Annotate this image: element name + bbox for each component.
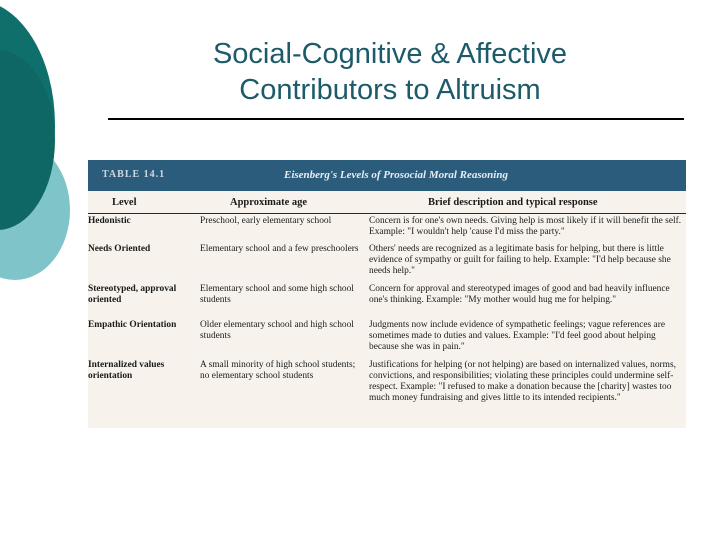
row-level: Stereotyped, approval oriented xyxy=(88,284,177,305)
table-title-bar xyxy=(88,160,686,191)
table-row xyxy=(88,320,686,360)
table-image xyxy=(88,160,686,428)
table-row xyxy=(88,216,686,244)
table-header xyxy=(88,191,686,214)
slide-title xyxy=(140,36,640,108)
slide-title-line-2: Contributors to Altruism xyxy=(239,74,541,106)
row-description: Others' needs are recognized as a legitimate basis for helping, but there is little evidence of sympathy or guilt for failing to help. Example: "I'd help because she needs help." xyxy=(369,244,671,276)
row-age: Elementary school and some high school students xyxy=(200,284,354,305)
title-divider xyxy=(108,118,684,120)
row-age: Older elementary school and high school students xyxy=(200,320,354,341)
table-name: Eisenberg's Levels of Prosocial Moral Reasoning xyxy=(284,169,508,181)
table-row xyxy=(88,244,686,284)
header-level: Level xyxy=(112,197,137,208)
table-row xyxy=(88,284,686,320)
header-description: Brief description and typical response xyxy=(428,197,598,208)
row-level: Hedonistic xyxy=(88,216,131,226)
row-age: Elementary school and a few preschoolers xyxy=(200,244,359,254)
table-number: TABLE 14.1 xyxy=(102,169,166,180)
header-age: Approximate age xyxy=(230,197,308,208)
table-row xyxy=(88,360,686,422)
row-level: Needs Oriented xyxy=(88,244,151,254)
row-level: Empathic Orientation xyxy=(88,320,177,330)
slide-title-line-1: Social-Cognitive & Affective xyxy=(212,38,568,70)
row-description: Justifications for helping (or not helping) are based on internalized values, norms, convictions, and responsibilities; violating these principles could undermine self-respect. Example: "I refused to make a donation because the [charity] wastes too much money fundraising and gives little to its intended recipients." xyxy=(369,360,676,403)
row-description: Judgments now include evidence of sympathetic feelings; vague references are sometimes made to duties and values. Example: "I'd feel good about helping because she was in pain." xyxy=(369,320,665,352)
row-description: Concern for approval and stereotyped images of good and bad heavily influence one's thinking. Example: "My mother would hug me for helping." xyxy=(369,284,670,305)
row-age: A small minority of high school students; no elementary school students xyxy=(200,360,356,381)
row-age: Preschool, early elementary school xyxy=(200,216,332,226)
row-description: Concern is for one's own needs. Giving help is most likely if it will benefit the self. Example: "I wouldn't help 'cause I'd miss the party." xyxy=(369,216,682,237)
row-level: Internalized values orientation xyxy=(88,360,165,381)
